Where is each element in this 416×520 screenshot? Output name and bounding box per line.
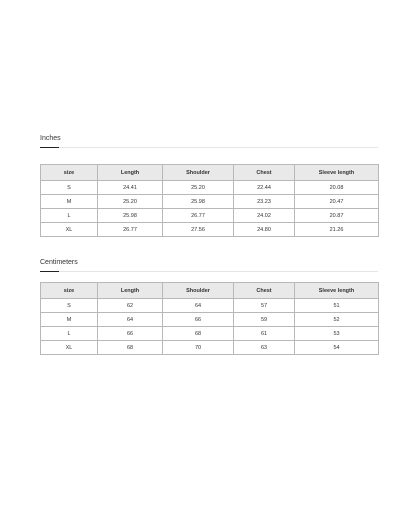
- cell-sleeve-length: 20.87: [295, 209, 379, 223]
- cell-size: XL: [41, 341, 98, 355]
- header-sleeve-length: Sleeve length: [295, 165, 379, 181]
- table-row: [41, 299, 379, 313]
- centimeters-size-table: [40, 282, 379, 355]
- cell-length: 24.41: [98, 181, 163, 195]
- header-size: size: [41, 165, 98, 181]
- cell-size: L: [41, 209, 98, 223]
- cell-length: 25.20: [98, 195, 163, 209]
- header-chest: Chest: [234, 283, 295, 299]
- cell-length: 62: [98, 299, 163, 313]
- cell-size: M: [41, 313, 98, 327]
- header-sleeve-length: Sleeve length: [295, 283, 379, 299]
- cell-length: 25.98: [98, 209, 163, 223]
- cell-length: 26.77: [98, 223, 163, 237]
- cell-sleeve-length: 53: [295, 327, 379, 341]
- inches-section: [40, 134, 378, 237]
- header-shoulder: Shoulder: [163, 165, 234, 181]
- section-title: Centimeters: [40, 259, 78, 266]
- table-header-row: [41, 283, 379, 299]
- cell-sleeve-length: 20.47: [295, 195, 379, 209]
- cell-chest: 59: [234, 313, 295, 327]
- table-row: [41, 341, 379, 355]
- cell-shoulder: 66: [163, 313, 234, 327]
- cell-shoulder: 25.20: [163, 181, 234, 195]
- cell-shoulder: 64: [163, 299, 234, 313]
- header-size: size: [41, 283, 98, 299]
- table-row: [41, 195, 379, 209]
- cell-chest: 57: [234, 299, 295, 313]
- title-underline: [40, 271, 378, 272]
- header-length: Length: [98, 283, 163, 299]
- centimeters-section: [40, 258, 378, 355]
- cell-chest: 24.02: [234, 209, 295, 223]
- header-chest: Chest: [234, 165, 295, 181]
- title-underline: [40, 147, 378, 148]
- section-title: Inches: [40, 135, 61, 142]
- header-shoulder: Shoulder: [163, 283, 234, 299]
- table-row: [41, 181, 379, 195]
- cell-shoulder: 25.98: [163, 195, 234, 209]
- cell-chest: 24.80: [234, 223, 295, 237]
- cell-chest: 61: [234, 327, 295, 341]
- cell-sleeve-length: 21.26: [295, 223, 379, 237]
- cell-shoulder: 68: [163, 327, 234, 341]
- inches-size-table: [40, 164, 379, 237]
- cell-shoulder: 70: [163, 341, 234, 355]
- cell-length: 68: [98, 341, 163, 355]
- cell-size: L: [41, 327, 98, 341]
- table-row: [41, 313, 379, 327]
- cell-chest: 63: [234, 341, 295, 355]
- cell-length: 64: [98, 313, 163, 327]
- cell-size: XL: [41, 223, 98, 237]
- cell-shoulder: 27.56: [163, 223, 234, 237]
- cell-length: 66: [98, 327, 163, 341]
- cell-size: S: [41, 181, 98, 195]
- table-row: [41, 327, 379, 341]
- table-row: [41, 223, 379, 237]
- cell-size: M: [41, 195, 98, 209]
- cell-chest: 23.23: [234, 195, 295, 209]
- header-length: Length: [98, 165, 163, 181]
- cell-sleeve-length: 20.08: [295, 181, 379, 195]
- cell-sleeve-length: 54: [295, 341, 379, 355]
- table-header-row: [41, 165, 379, 181]
- cell-size: S: [41, 299, 98, 313]
- cell-shoulder: 26.77: [163, 209, 234, 223]
- cell-sleeve-length: 51: [295, 299, 379, 313]
- table-row: [41, 209, 379, 223]
- cell-chest: 22.44: [234, 181, 295, 195]
- cell-sleeve-length: 52: [295, 313, 379, 327]
